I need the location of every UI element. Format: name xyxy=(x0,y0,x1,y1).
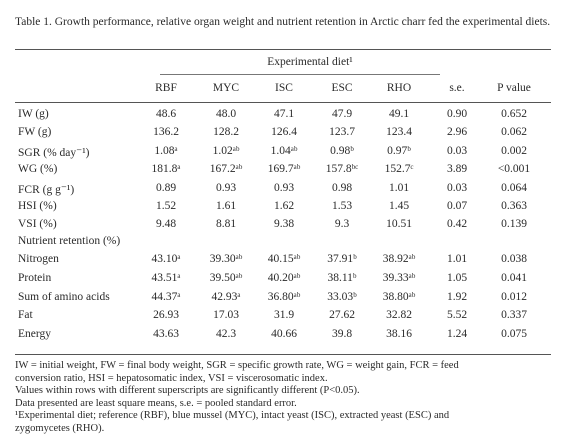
table-cell: 123.4 xyxy=(386,126,412,139)
table-cell: 9.38 xyxy=(273,218,295,231)
table-row xyxy=(0,328,578,346)
footnote-line: Values within rows with different superscripts are significantly different (P<0.05). xyxy=(15,385,360,396)
table-cell: 0.337 xyxy=(501,309,527,322)
table-cell: 8.81 xyxy=(215,218,237,231)
table-cell: 0.98 xyxy=(331,181,353,194)
footnote-line: zygomycetes (RHO). xyxy=(15,422,105,434)
table-cell: 17.03 xyxy=(213,309,239,322)
table-cell: 42.3 xyxy=(215,328,237,341)
table-row xyxy=(0,145,578,163)
table-cell: 37.91ᵇ xyxy=(327,253,357,265)
column-header-rho: RHO xyxy=(386,82,412,94)
table-cell: 1.05 xyxy=(446,271,468,284)
table-cell: 0.075 xyxy=(501,328,527,341)
table-cell: 32.82 xyxy=(386,309,412,322)
bottom-rule xyxy=(15,354,551,355)
table-cell: 49.1 xyxy=(388,108,410,120)
table-cell: 9.48 xyxy=(155,218,177,231)
table-cell: 0.038 xyxy=(501,253,527,265)
row-label: Nitrogen xyxy=(18,253,59,265)
column-header-rbf: RBF xyxy=(155,82,177,94)
table-cell: 39.30ᵃᵇ xyxy=(209,253,243,265)
table-cell: 0.89 xyxy=(155,181,177,194)
table-cell: 38.80ᵃᵇ xyxy=(382,290,416,303)
column-header-esc: ESC xyxy=(331,82,353,94)
table-row xyxy=(0,253,578,271)
table-cell: 48.6 xyxy=(155,108,177,120)
table-cell: 1.01 xyxy=(388,181,410,194)
table-cell: 0.363 xyxy=(501,200,527,212)
table-cell: 1.45 xyxy=(388,200,410,212)
table-cell: 157.8ᵇᶜ xyxy=(325,163,359,176)
row-label: Energy xyxy=(18,328,52,341)
diet-group-underline xyxy=(160,74,440,75)
table-row xyxy=(0,182,578,200)
table-cell: 1.24 xyxy=(446,328,468,341)
table-cell: 26.93 xyxy=(153,309,179,322)
table-cell: 0.03 xyxy=(446,181,468,194)
table-cell: 31.9 xyxy=(273,309,295,322)
row-label: IW (g) xyxy=(18,108,49,120)
table-cell: 36.80ᵃᵇ xyxy=(267,290,301,303)
table-cell: 136.2 xyxy=(153,126,179,139)
table-cell: 0.42 xyxy=(446,218,468,231)
table-cell: 40.66 xyxy=(271,328,297,341)
table-cell: 44.37ᵃ xyxy=(151,290,181,303)
diet-group-header: Experimental diet¹ xyxy=(267,56,353,68)
table-cell: 0.041 xyxy=(501,271,527,284)
table-cell: 1.02ᵃᵇ xyxy=(212,144,240,157)
table-row xyxy=(0,108,578,126)
table-cell: 1.04ᵃᵇ xyxy=(270,144,298,157)
table-cell: 47.1 xyxy=(273,108,295,120)
table-cell: 0.03 xyxy=(446,144,468,157)
table-cell: 126.4 xyxy=(271,126,297,139)
table-cell: 128.2 xyxy=(213,126,239,139)
table-footnotes xyxy=(15,360,560,435)
table-cell: 0.012 xyxy=(501,290,527,303)
table-row xyxy=(0,291,578,309)
table-cell: 43.63 xyxy=(153,328,179,341)
table-cell: 0.002 xyxy=(501,144,527,157)
table-cell: 1.92 xyxy=(446,290,468,303)
row-label: FW (g) xyxy=(18,126,52,139)
table-cell: 39.50ᵃᵇ xyxy=(209,271,243,284)
table-cell: 1.52 xyxy=(155,200,177,212)
table-row xyxy=(0,163,578,181)
column-header-s-e-: s.e. xyxy=(449,82,465,94)
table-cell: 3.89 xyxy=(446,163,468,176)
column-header-isc: ISC xyxy=(275,82,293,94)
section-label-nutrient-retention: Nutrient retention (%) xyxy=(18,235,121,247)
table-cell: 40.15ᵃᵇ xyxy=(267,253,301,265)
table-cell: 0.97ᵇ xyxy=(387,144,411,157)
table-row xyxy=(0,126,578,144)
table-cell: 47.9 xyxy=(331,108,353,120)
table-cell: 0.652 xyxy=(501,108,527,120)
footnote-line: ¹Experimental diet; reference (RBF), blue mussel (MYC), intact yeast (ISC), extracted yeast (ESC) and xyxy=(15,410,450,421)
row-label: Protein xyxy=(18,271,52,284)
table-cell: 1.61 xyxy=(215,200,237,212)
table-cell: 0.064 xyxy=(501,181,527,194)
table-cell: 39.8 xyxy=(331,328,353,341)
table-cell: 43.51ᵃ xyxy=(151,271,181,284)
table-cell: 0.062 xyxy=(501,126,527,139)
table-cell: 48.0 xyxy=(215,108,237,120)
table-cell: 27.62 xyxy=(329,309,355,322)
table-cell: 169.7ᵃᵇ xyxy=(267,163,301,176)
column-header-p-value: P value xyxy=(497,82,531,94)
table-cell: 0.90 xyxy=(446,108,468,120)
table-cell: 9.3 xyxy=(334,218,350,231)
table-cell: 0.93 xyxy=(215,181,237,194)
table-cell: 38.92ᵃᵇ xyxy=(382,253,416,265)
table-cell: 40.20ᵃᵇ xyxy=(267,271,301,284)
table-row xyxy=(0,272,578,290)
table-cell: 0.07 xyxy=(446,200,468,212)
table-cell: 1.01 xyxy=(446,253,468,265)
table-cell: 38.11ᵇ xyxy=(327,271,357,284)
table-cell: 0.98ᵇ xyxy=(330,144,354,157)
table-cell: 5.52 xyxy=(446,309,468,322)
footnote-line: IW = initial weight, FW = final body weight, SGR = specific growth rate, WG = weight gain, FCR = feed xyxy=(15,360,459,371)
table-cell: 0.139 xyxy=(501,218,527,231)
table-cell: 43.10ᵃ xyxy=(151,253,181,265)
table-cell: 2.96 xyxy=(446,126,468,139)
row-label: FCR (g g⁻¹) xyxy=(18,183,75,196)
table-cell: 38.16 xyxy=(386,328,412,341)
table-row xyxy=(0,218,578,236)
table-cell: 167.2ᵃᵇ xyxy=(209,163,243,176)
table-cell: 33.03ᵇ xyxy=(327,290,357,303)
row-label: Sum of amino acids xyxy=(18,290,110,303)
table-cell: 10.51 xyxy=(386,218,412,231)
row-label: WG (%) xyxy=(18,163,58,176)
column-header-myc: MYC xyxy=(212,82,240,94)
footnote-line: Data presented are least square means, s.e. = pooled standard error. xyxy=(15,397,297,409)
table-cell: 0.93 xyxy=(273,181,295,194)
table-cell: 1.53 xyxy=(331,200,353,212)
row-label: SGR (% day⁻¹) xyxy=(18,146,90,159)
footnote-line: conversion ratio, HSI = hepatosomatic index, VSI = viscerosomatic index. xyxy=(15,372,328,384)
table-caption: Table 1. Growth performance, relative organ weight and nutrient retention in Arctic charr fed the experimental diets. xyxy=(15,16,551,28)
table-row xyxy=(0,309,578,327)
table-cell: 1.62 xyxy=(273,200,295,212)
table-cell: 1.08ᵃ xyxy=(154,144,178,157)
table-cell: 42.93ᵃ xyxy=(211,290,241,303)
row-label: VSI (%) xyxy=(18,218,57,231)
table-row xyxy=(0,200,578,218)
table-cell: 181.8ᵃ xyxy=(151,163,181,176)
row-label: HSI (%) xyxy=(18,200,57,212)
table-cell: 39.33ᵃᵇ xyxy=(382,271,416,284)
table-cell: 123.7 xyxy=(329,126,355,139)
table-cell: 152.7ᶜ xyxy=(384,163,414,176)
row-label: Fat xyxy=(18,309,33,322)
header-rule xyxy=(15,102,551,103)
top-rule xyxy=(15,49,551,50)
table-cell: <0.001 xyxy=(497,163,531,176)
